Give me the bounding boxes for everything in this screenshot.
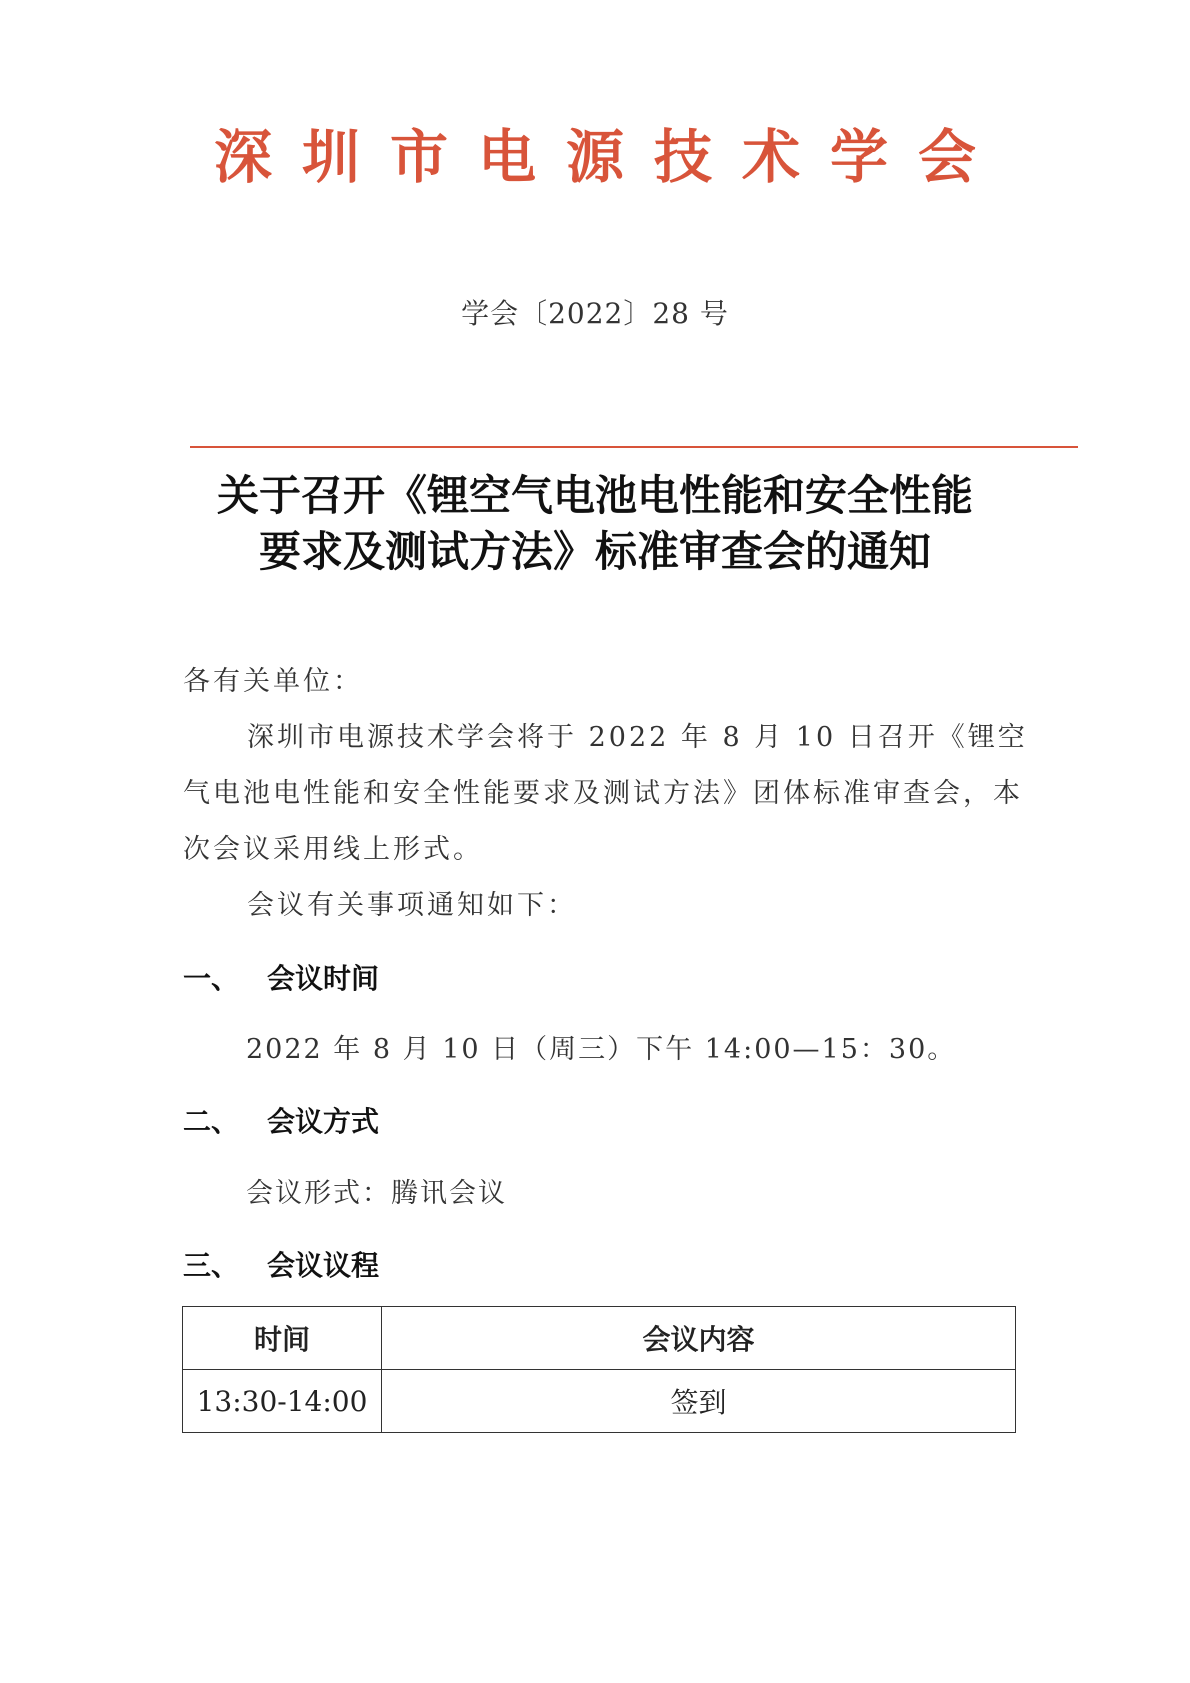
- section-number: 三、: [183, 1249, 240, 1282]
- section-heading-agenda: [183, 1249, 380, 1282]
- section-title: 会议方式: [267, 1105, 380, 1138]
- section-heading-time: [183, 962, 380, 995]
- meeting-time-detail: 2022 年 8 月 10 日（周三）下午 14:00—15：30。: [246, 1034, 957, 1065]
- section-number: 一、: [183, 962, 240, 995]
- agenda-cell-content: 签到: [382, 1370, 1016, 1433]
- intro-paragraph: 深圳市电源技术学会将于 2022 年 8 月 10 日召开《锂空气电池电性能和安全性能要求及测试方法》团体标准审查会，本次会议采用线上形式。: [183, 722, 1028, 865]
- agenda-header-time: 时间: [183, 1307, 382, 1370]
- red-divider: [190, 446, 1078, 448]
- notice-title: [150, 468, 1040, 580]
- section-number: 二、: [183, 1105, 240, 1138]
- table-row: [183, 1370, 1016, 1433]
- section-title: 会议时间: [267, 962, 380, 995]
- notice-title-line-1: 关于召开《锂空气电池电性能和安全性能: [216, 471, 973, 520]
- agenda-cell-time: 13:30-14:00: [183, 1370, 382, 1433]
- agenda-header-row: [183, 1307, 1016, 1370]
- section-heading-method: [183, 1105, 380, 1138]
- section-title: 会议议程: [267, 1249, 380, 1282]
- agenda-table: [182, 1306, 1016, 1433]
- organization-title: 深圳市电源技术学会: [213, 123, 1006, 191]
- matters-intro: 会议有关事项通知如下：: [247, 890, 577, 921]
- notice-title-line-2: 要求及测试方法》标准审查会的通知: [258, 527, 931, 576]
- agenda-header-content: 会议内容: [382, 1307, 1016, 1370]
- document-number: 学会〔2022〕28 号: [461, 297, 729, 330]
- meeting-method-detail: 会议形式：腾讯会议: [246, 1178, 507, 1209]
- salutation: 各有关单位：: [183, 666, 363, 697]
